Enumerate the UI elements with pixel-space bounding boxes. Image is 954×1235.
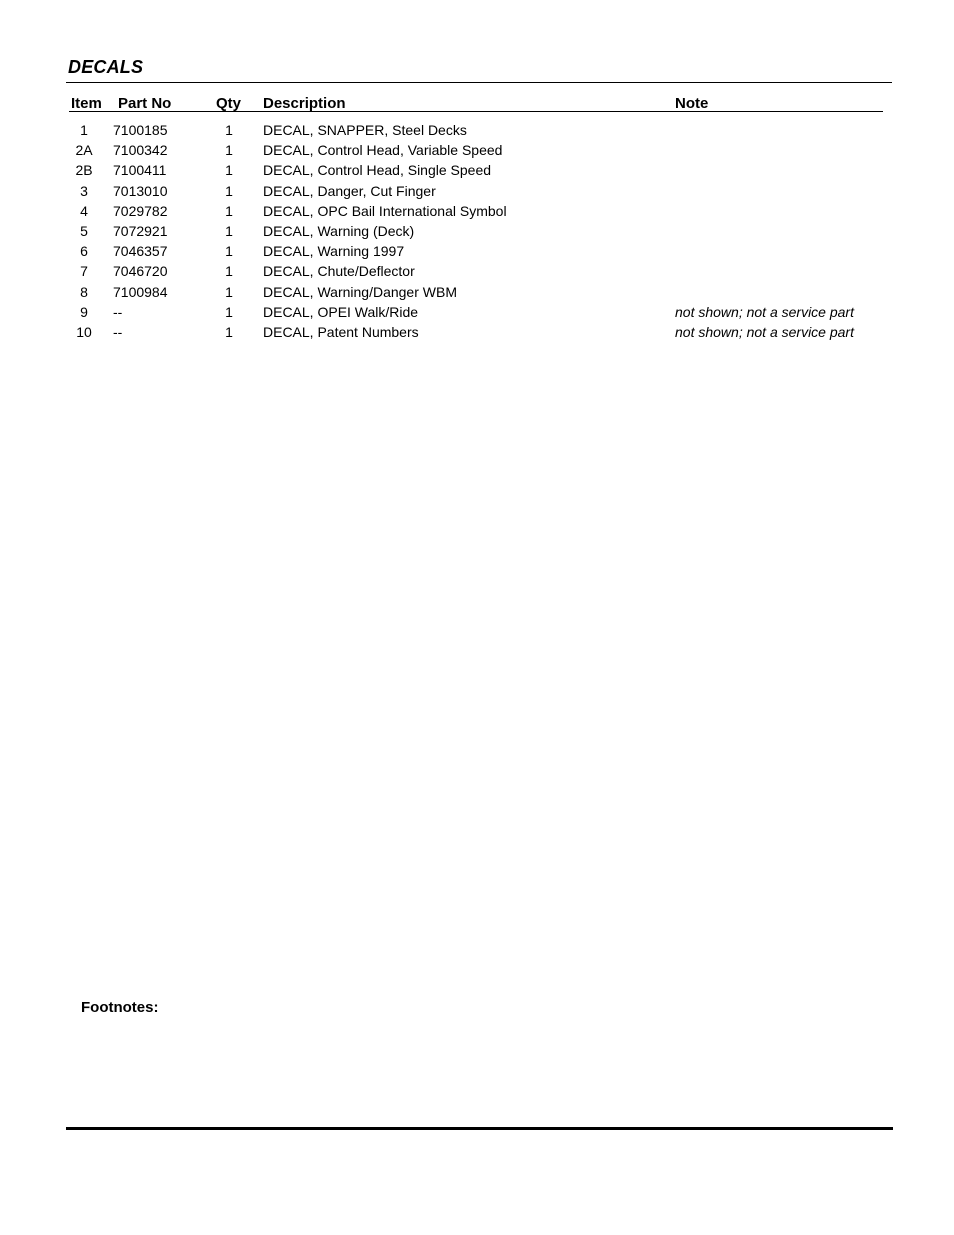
- cell-part-no: 7046720: [113, 263, 168, 280]
- table-row: [0, 242, 954, 262]
- table-row: [0, 262, 954, 282]
- cell-item: 2B: [75, 162, 93, 179]
- header-part-no: Part No: [118, 95, 172, 112]
- cell-description: DECAL, OPC Bail International Symbol: [263, 202, 507, 219]
- cell-part-no: 7046357: [113, 243, 168, 260]
- table-row: [0, 323, 954, 343]
- table-row: [0, 141, 954, 161]
- cell-qty: 1: [225, 222, 233, 239]
- cell-part-no: 7013010: [113, 182, 168, 199]
- cell-part-no: 7100342: [113, 142, 168, 159]
- cell-description: DECAL, Warning/Danger WBM: [263, 283, 457, 300]
- page-title: DECALS: [68, 57, 144, 77]
- header-note: Note: [675, 95, 709, 112]
- cell-item: 7: [80, 263, 88, 280]
- cell-item: 6: [80, 243, 88, 260]
- cell-part-no: 7029782: [113, 202, 168, 219]
- table-row: [0, 161, 954, 181]
- header-qty: Qty: [216, 95, 242, 112]
- cell-item: 8: [80, 283, 88, 300]
- bottom-divider: [66, 1127, 893, 1130]
- table-row: [0, 283, 954, 303]
- cell-part-no: --: [113, 323, 123, 340]
- header-item: Item: [71, 95, 102, 112]
- footnotes-label: Footnotes:: [81, 999, 159, 1016]
- cell-qty: 1: [225, 303, 233, 320]
- cell-part-no: --: [113, 303, 123, 320]
- table-row: [0, 202, 954, 222]
- cell-description: DECAL, Warning 1997: [263, 243, 405, 260]
- cell-description: DECAL, Danger, Cut Finger: [263, 182, 436, 199]
- table-row: [0, 222, 954, 242]
- cell-qty: 1: [225, 263, 233, 280]
- header-divider: [69, 111, 883, 112]
- cell-item: 9: [80, 303, 88, 320]
- cell-item: 2A: [75, 142, 93, 159]
- cell-description: DECAL, OPEI Walk/Ride: [263, 303, 419, 320]
- cell-qty: 1: [225, 323, 233, 340]
- table-row: [0, 303, 954, 323]
- cell-qty: 1: [225, 162, 233, 179]
- cell-qty: 1: [225, 182, 233, 199]
- cell-qty: 1: [225, 283, 233, 300]
- header-description: Description: [263, 95, 346, 112]
- table-row: [0, 182, 954, 202]
- cell-description: DECAL, SNAPPER, Steel Decks: [263, 122, 467, 138]
- cell-part-no: 7100984: [113, 283, 168, 300]
- cell-description: DECAL, Control Head, Variable Speed: [263, 142, 503, 159]
- cell-part-no: 7100185: [113, 122, 168, 138]
- cell-description: DECAL, Control Head, Single Speed: [263, 162, 492, 179]
- cell-qty: 1: [225, 202, 233, 219]
- cell-description: DECAL, Warning (Deck): [263, 222, 415, 239]
- cell-note: not shown; not a service part: [675, 323, 854, 340]
- cell-part-no: 7100411: [113, 162, 167, 179]
- cell-description: DECAL, Chute/Deflector: [263, 263, 415, 280]
- cell-item: 4: [80, 202, 88, 219]
- cell-part-no: 7072921: [113, 222, 168, 239]
- title-divider: [66, 82, 892, 83]
- cell-item: 10: [76, 323, 92, 340]
- table-row: [0, 121, 954, 141]
- cell-item: 3: [80, 182, 88, 199]
- cell-qty: 1: [225, 122, 233, 138]
- cell-item: 5: [80, 222, 88, 239]
- cell-note: not shown; not a service part: [675, 303, 854, 320]
- cell-qty: 1: [225, 243, 233, 260]
- cell-description: DECAL, Patent Numbers: [263, 323, 419, 340]
- cell-qty: 1: [225, 142, 233, 159]
- cell-item: 1: [80, 122, 88, 138]
- parts-table-body: [0, 121, 954, 343]
